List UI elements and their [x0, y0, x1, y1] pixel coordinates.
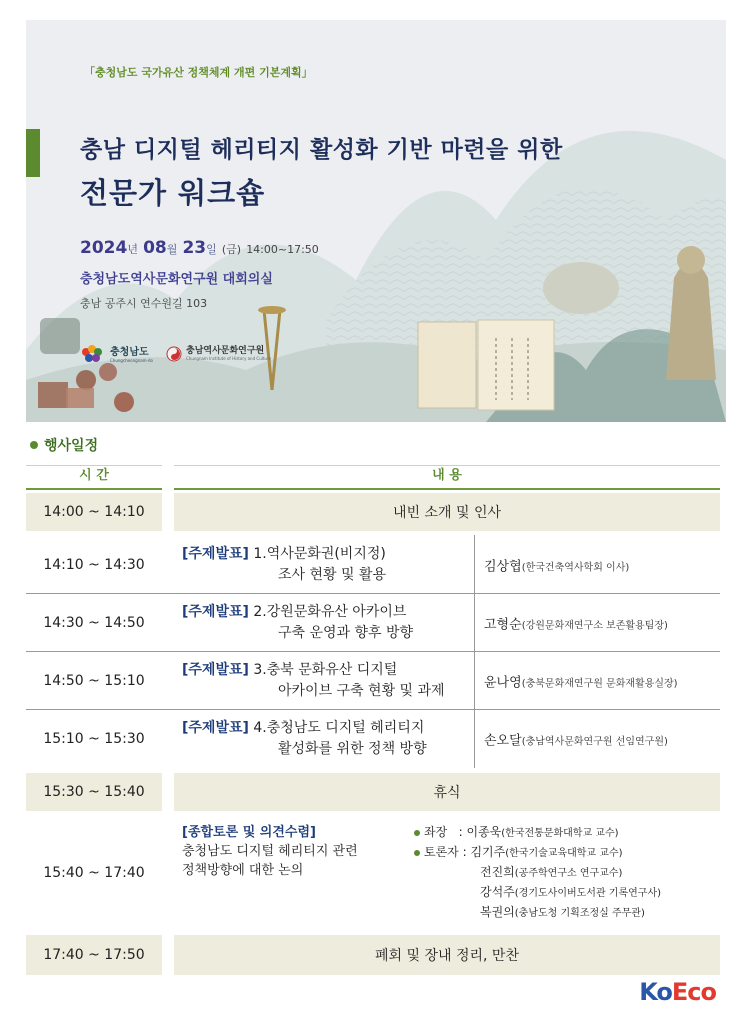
table-row	[26, 652, 720, 710]
date-year: 2024	[80, 238, 128, 258]
date-day-unit: 일	[206, 243, 217, 256]
speaker-name: 고형순	[484, 617, 522, 633]
topic-line1: 충청남도 디지털 헤리티지 관련	[182, 844, 358, 859]
row-time: 15:10 ~ 15:30	[43, 731, 145, 747]
speaker	[484, 730, 668, 749]
date-time: 14:00~17:50	[246, 243, 319, 256]
presentation-topic	[182, 660, 462, 702]
table-row	[26, 935, 720, 975]
table-row	[26, 815, 720, 930]
panelist-name: 전진희	[480, 865, 515, 879]
province-emblem-icon	[78, 344, 106, 366]
topic-line2: 아카이브 구축 현황 및 과제	[278, 683, 445, 699]
panelist-affiliation: (충남도청 기획조정실 주무관)	[514, 908, 645, 919]
row-content: 휴식	[174, 773, 720, 811]
table-row	[26, 535, 720, 594]
topic-line2: 활성화를 위한 정책 방향	[278, 741, 427, 757]
speaker-affiliation: (충북문화재연구원 문화재활용실장)	[521, 678, 678, 690]
presentation-topic	[182, 718, 462, 760]
row-time: 15:40 ~ 17:40	[43, 864, 145, 881]
speaker	[484, 672, 678, 691]
row-content	[174, 710, 720, 768]
header-time: 시 간	[26, 465, 162, 490]
institute-logo	[166, 346, 271, 362]
section-title-text: 행사일정	[44, 438, 99, 454]
topic-tag: [주제발표]	[182, 604, 249, 620]
speaker-name: 손오달	[484, 733, 522, 749]
row-time: 14:10 ~ 14:30	[43, 556, 145, 573]
row-time: 17:40 ~ 17:50	[26, 935, 162, 975]
row-time: 15:30 ~ 15:40	[26, 773, 162, 811]
topic-tag: [주제발표]	[182, 545, 249, 562]
koeco-logo-part2: Eco	[671, 978, 716, 1006]
column-divider	[474, 535, 475, 594]
chungnam-province-logo	[78, 344, 153, 366]
column-divider	[474, 710, 475, 768]
date-day: 23	[182, 238, 207, 258]
logo2-sub: Chungnam Institute of History and Culture	[186, 356, 271, 361]
koeco-logo-part1: Ko	[639, 978, 672, 1006]
event-date	[80, 238, 319, 258]
speaker	[484, 614, 668, 633]
topic-line2: 정책방향에 대한 논의	[182, 863, 304, 878]
row-content	[174, 652, 720, 710]
column-divider	[474, 652, 475, 710]
bullet-icon	[30, 441, 38, 449]
bullet-icon	[414, 830, 420, 836]
panelist-line	[414, 903, 661, 923]
panelist-line	[414, 843, 661, 863]
topic-line1: 1.역사문화권(비지정)	[253, 545, 386, 562]
panelist-name: 강석주	[480, 885, 515, 899]
topic-line2: 구축 운영과 향후 방향	[278, 625, 414, 641]
plan-subtitle: 「충청남도 국가유산 정책체계 개편 기본계획」	[84, 66, 313, 79]
table-row	[26, 493, 720, 531]
row-time: 14:00 ~ 14:10	[26, 493, 162, 531]
panelist-affiliation: (경기도사이버도서관 기록연구사)	[514, 888, 662, 899]
chair-affiliation: (한국전통문화대학교 교수)	[501, 828, 619, 839]
row-time: 14:50 ~ 15:10	[43, 673, 145, 689]
event-venue: 충청남도역사문화연구원 대회의실	[80, 272, 273, 287]
panelist-line	[414, 883, 661, 903]
presentation-topic	[182, 544, 462, 586]
chair-line: 좌장 : 이종욱(한국전통문화대학교 교수)	[414, 823, 661, 843]
column-divider	[474, 594, 475, 652]
topic-tag: [주제발표]	[182, 662, 249, 678]
schedule-section-title	[30, 435, 98, 455]
speaker-affiliation: (강원문화재연구소 보존활용팀장)	[521, 620, 668, 632]
panelist-name: 복권의	[480, 905, 515, 919]
speaker-name: 김상협	[484, 559, 522, 574]
topic-line1: 4.충청남도 디지털 헤리티지	[253, 720, 425, 736]
speaker-affiliation: (충남역사문화연구원 선임연구원)	[521, 736, 668, 748]
institute-emblem-icon	[166, 346, 182, 362]
date-weekday: (금)	[221, 243, 242, 256]
title-accent-bar	[26, 129, 40, 177]
speaker-affiliation: (한국건축역사학회 이사)	[521, 562, 630, 573]
header-content: 내 용	[174, 465, 720, 490]
topic-line2: 조사 현황 및 활용	[278, 566, 387, 583]
row-time: 14:30 ~ 14:50	[43, 615, 145, 631]
row-content: 폐회 및 장내 정리, 만찬	[174, 935, 720, 975]
chair-name: 이종욱	[466, 825, 502, 839]
panel-label: 토론자 :	[424, 845, 467, 859]
date-month-unit: 월	[166, 243, 178, 256]
row-content	[174, 535, 720, 594]
row-content	[174, 594, 720, 652]
workshop-title-line2: 전문가 워크숍	[80, 176, 266, 210]
topic-tag: [주제발표]	[182, 720, 249, 736]
speaker	[484, 555, 629, 574]
table-row	[26, 773, 720, 811]
speaker-name: 윤나영	[484, 675, 522, 691]
panelist-affiliation: (공주학연구소 연구교수)	[514, 868, 623, 879]
panelist-affiliation: (한국기술교육대학교 교수)	[505, 848, 623, 859]
topic-line1: 3.충북 문화유산 디지털	[253, 662, 398, 678]
row-content: 내빈 소개 및 인사	[174, 493, 720, 531]
logo1-name: 충청남도	[110, 346, 149, 358]
koeco-logo	[639, 978, 716, 1006]
date-month: 08	[143, 238, 167, 258]
table-row	[26, 594, 720, 652]
topic-tag: [종합토론 및 의견수렴]	[182, 825, 316, 840]
row-content	[174, 815, 720, 930]
workshop-title-line1: 충남 디지털 헤리티지 활성화 기반 마련을 위한	[80, 137, 563, 163]
date-year-unit: 년	[127, 243, 138, 256]
chair-label: 좌장	[424, 825, 448, 839]
panelist-name: 김기주	[470, 845, 506, 859]
event-address: 충남 공주시 연수원길 103	[80, 297, 208, 310]
presentation-topic	[182, 602, 462, 644]
table-row	[26, 710, 720, 768]
topic-line1: 2.강원문화유산 아카이브	[253, 604, 407, 620]
logo1-sub: Chungcheongnam-do	[110, 357, 153, 363]
discussion-panel	[414, 823, 661, 923]
bullet-icon	[414, 850, 420, 856]
logo2-name: 충남역사문화연구원	[186, 346, 265, 356]
panelist-line	[414, 863, 661, 883]
discussion-topic	[182, 823, 358, 880]
